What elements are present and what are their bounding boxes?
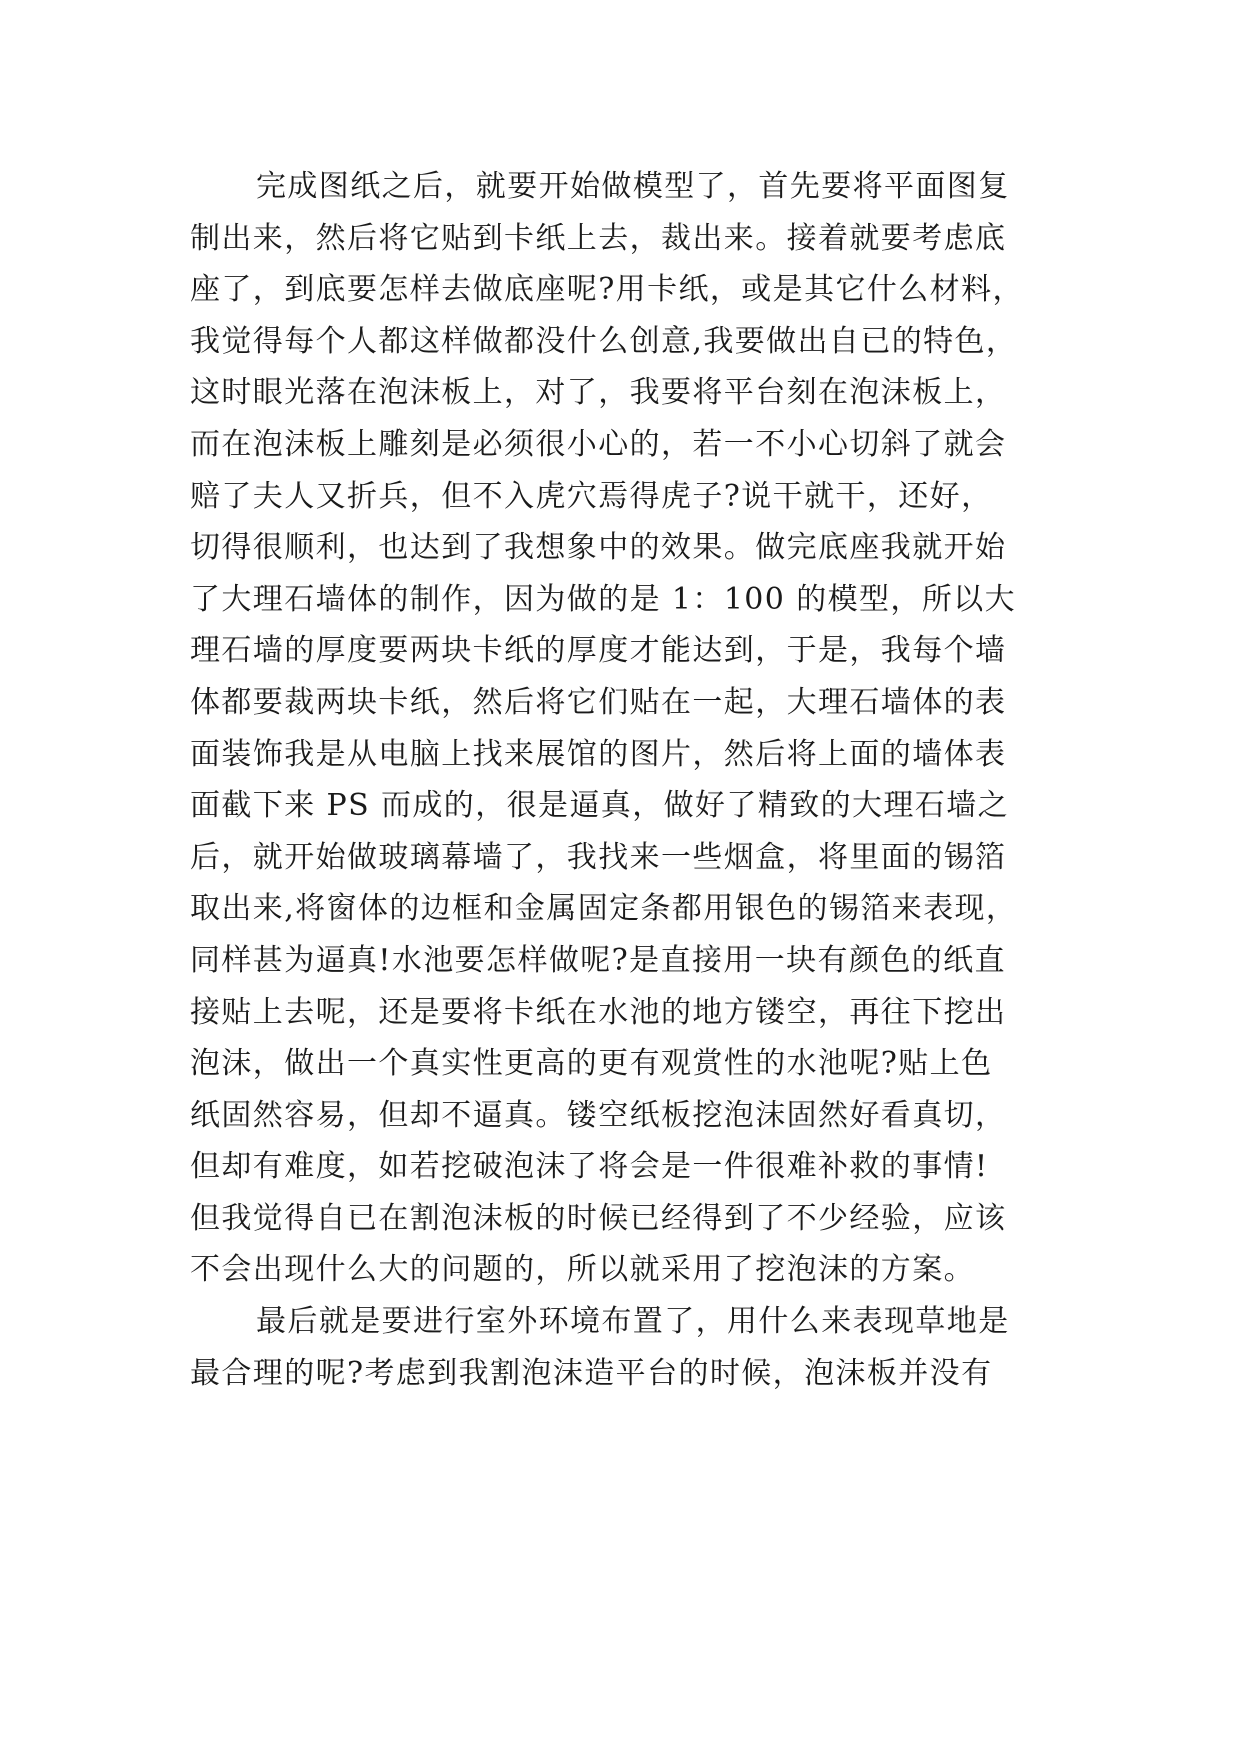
text-line: 座了，到底要怎样去做底座呢?用卡纸，或是其它什么材料，	[190, 272, 1024, 308]
text-line: 而在泡沫板上雕刻是必须很小心的，若一不小心切斜了就会	[190, 426, 1007, 462]
text-line: 但我觉得自已在割泡沫板的时候已经得到了不少经验，应该	[190, 1200, 1007, 1236]
text-line: 面装饰我是从电脑上找来展馆的图片，然后将上面的墙体表	[190, 736, 1007, 772]
text-line: 最合理的呢?考虑到我割泡沫造平台的时候，泡沫板并没有	[190, 1355, 993, 1391]
text-line: 面截下来 PS 而成的，很是逼真，做好了精致的大理石墙之	[190, 788, 1010, 824]
text-line: 制出来，然后将它贴到卡纸上去，裁出来。接着就要考虑底	[190, 220, 1007, 256]
text-line: 这时眼光落在泡沫板上，对了，我要将平台刻在泡沫板上，	[190, 375, 1007, 411]
text-line: 体都要裁两块卡纸，然后将它们贴在一起，大理石墙体的表	[190, 684, 1007, 720]
text-line: 最后就是要进行室外环境布置了，用什么来表现草地是	[256, 1304, 1010, 1340]
text-line: 后，就开始做玻璃幕墙了，我找来一些烟盒，将里面的锡箔	[190, 839, 1007, 875]
text-line: 同样甚为逼真!水池要怎样做呢?是直接用一块有颜色的纸直	[190, 942, 1006, 978]
text-line: 泡沫，做出一个真实性更高的更有观赏性的水池呢?贴上色	[190, 1046, 993, 1082]
text-line: 完成图纸之后，就要开始做模型了，首先要将平面图复	[256, 169, 1010, 204]
text-line: 切得很顺利，也达到了我想象中的效果。做完底座我就开始	[190, 530, 1007, 566]
text-line: 了大理石墙体的制作，因为做的是 1：100 的模型，所以大	[190, 581, 1017, 617]
text-line: 纸固然容易，但却不逼真。镂空纸板挖泡沫固然好看真切，	[190, 1097, 1007, 1133]
text-line: 接贴上去呢，还是要将卡纸在水池的地方镂空，再往下挖出	[190, 994, 1007, 1030]
text-line: 不会出现什么大的问题的，所以就采用了挖泡沫的方案。	[190, 1252, 975, 1288]
paragraph-2	[190, 1296, 1070, 1399]
text-line: 我觉得每个人都这样做都没什么创意,我要做出自已的特色，	[190, 323, 1018, 359]
text-line: 但却有难度，如若挖破泡沫了将会是一件很难补救的事情!	[190, 1149, 989, 1185]
text-line: 取出来,将窗体的边框和金属固定条都用银色的锡箔来表现，	[190, 891, 1018, 927]
text-line: 赔了夫人又折兵，但不入虎穴焉得虎子?说干就干，还好，	[190, 478, 993, 514]
paragraph-1	[190, 161, 1070, 1296]
text-line: 理石墙的厚度要两块卡纸的厚度才能达到，于是，我每个墙	[190, 633, 1007, 669]
body-text	[190, 161, 1070, 1399]
